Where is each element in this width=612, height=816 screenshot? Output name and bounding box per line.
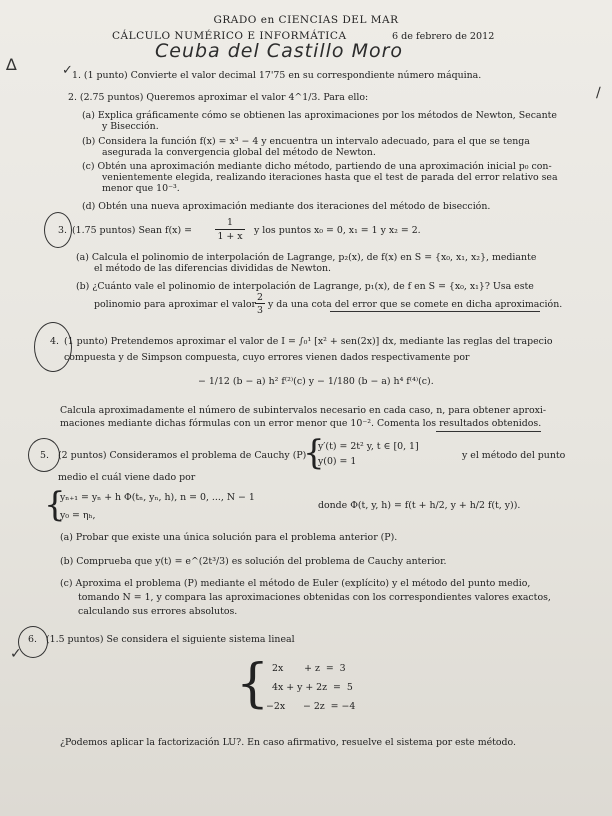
handwritten-underline	[330, 311, 540, 312]
question-5c: (c) Aproxima el problema (P) mediante el método de Euler (explícito) y el método del punto medio,	[60, 578, 531, 589]
question-4-line3: Calcula aproximadamente el número de subintervalos necesario en cada caso, n, para obtener aproxi-	[60, 405, 547, 416]
checkmark-icon: ✓	[62, 63, 73, 78]
exam-date: 6 de febrero de 2012	[392, 31, 495, 42]
question-3-intro-post: y los puntos x₀ = 0, x₁ = 1 y x₂ = 2.	[254, 225, 421, 236]
question-6-intro: (1.5 puntos) Se considera el siguiente sistema lineal	[46, 634, 295, 645]
question-6-number: 6.	[28, 634, 37, 645]
brace-symbol: {	[44, 485, 66, 525]
checkmark-icon: ✓	[10, 646, 22, 662]
system-equation-3: −2x − 2z = −4	[266, 701, 356, 712]
question-5-line1-post: y el método del punto	[462, 450, 566, 461]
question-2b: (b) Considera la función f(x) = x³ − 4 y encuentra un intervalo adecuado, para el que se tenga	[82, 136, 530, 147]
question-3b-cont-pre: polinomio para aproximar el valor	[94, 299, 256, 310]
question-1: 1. (1 punto) Convierte el valor decimal 17'75 en su correspondiente número máquina.	[72, 70, 482, 81]
cauchy-equation: y′(t) = 2t² y, t ∈ [0, 1]	[318, 441, 419, 452]
fraction-numerator: 2	[257, 292, 263, 303]
question-3b: (b) ¿Cuánto vale el polinomio de interpolación de Lagrange, p₁(x), de f en S = {x₀, x₁}? Usa este	[76, 281, 534, 292]
question-2c-cont: venientemente elegida, realizando iteraciones hasta que el test de parada del error relativo sea	[102, 172, 558, 183]
subject-title: CÁLCULO NUMÉRICO E INFORMÁTICA	[112, 30, 347, 42]
handwritten-name: Ceuba del Castillo Moro	[155, 40, 404, 62]
question-3a: (a) Calcula el polinomio de interpolación de Lagrange, p₂(x), de f(x) en S = {x₀, x₁, x₂}, mediante	[76, 252, 537, 263]
question-2c-cont2: menor que 10⁻³.	[102, 183, 180, 194]
fraction-bar	[215, 229, 245, 230]
question-4-line2: compuesta y de Simpson compuesta, cuyo errores vienen dados respectivamente por	[64, 352, 470, 363]
question-5b: (b) Comprueba que y(t) = e^(2t³/3) es solución del problema de Cauchy anterior.	[60, 556, 447, 567]
question-4-number: 4.	[50, 336, 59, 347]
question-5-line2: medio el cuál viene dado por	[58, 472, 196, 483]
question-3-number: 3.	[58, 225, 67, 236]
margin-mark-icon: ∕	[596, 85, 601, 101]
phi-definition: donde Φ(t, y, h) = f(t + h/2, y + h/2 f(t, y)).	[318, 500, 521, 511]
brace-symbol: {	[303, 433, 325, 473]
fraction-denominator: 1 + x	[217, 231, 243, 242]
question-5c-cont2: calculando sus errores absolutos.	[78, 606, 238, 617]
degree-title: GRADO en CIENCIAS DEL MAR	[213, 14, 399, 26]
brace-symbol: {	[236, 654, 270, 714]
margin-mark-icon: ∆	[6, 55, 17, 74]
question-3a-cont: el método de las diferencias divididas de Newton.	[94, 263, 332, 274]
question-2c: (c) Obtén una aproximación mediante dicho método, partiendo de una aproximación inicial p₀ con-	[82, 161, 552, 172]
question-2d: (d) Obtén una nueva aproximación mediante dos iteraciones del método de bisección.	[82, 201, 491, 212]
question-3-intro-pre: (1.75 puntos) Sean f(x) =	[72, 225, 192, 236]
question-5a: (a) Probar que existe una única solución para el problema anterior (P).	[60, 532, 398, 543]
question-4-formula: − 1/12 (b − a) h² f⁽²⁾(c) y − 1/180 (b − a) h⁴ f⁽⁴⁾(c).	[198, 376, 434, 387]
fraction-bar	[255, 303, 265, 304]
fraction-denominator: 3	[257, 305, 263, 316]
question-2a-cont: y Bisección.	[102, 121, 159, 132]
system-equation-1: 2x + z = 3	[272, 663, 346, 674]
handwritten-underline	[436, 431, 541, 432]
question-5-number: 5.	[40, 450, 49, 461]
question-5-line1: (2 puntos) Consideramos el problema de Cauchy (P)	[58, 450, 307, 461]
question-6-question: ¿Podemos aplicar la factorización LU?. En caso afirmativo, resuelve el sistema por este método.	[60, 737, 517, 748]
question-5c-cont: tomando N = 1, y compara las aproximaciones obtenidas con los correspondientes valores exactos,	[78, 592, 551, 603]
question-4-line1: (1 punto) Pretendemos aproximar el valor de I = ∫₀¹ [x² + sen(2x)] dx, mediante las reglas del trapecio	[64, 336, 553, 347]
question-3b-cont-post: y da una cota del error que se comete en dicha aproximación.	[268, 299, 563, 310]
cauchy-initial-condition: y(0) = 1	[318, 456, 357, 467]
question-4-line4: maciones mediante dichas fórmulas con un error menor que 10⁻². Comenta los resultados obtenidos.	[60, 418, 542, 429]
midpoint-method-init: y₀ = ηₕ,	[60, 510, 96, 521]
question-2a: (a) Explica gráficamente cómo se obtienen las aproximaciones por los métodos de Newton, Secante	[82, 110, 557, 121]
question-2-intro: 2. (2.75 puntos) Queremos aproximar el valor 4^1/3. Para ello:	[68, 92, 369, 103]
system-equation-2: 4x + y + 2z = 5	[272, 682, 353, 693]
fraction-numerator: 1	[227, 217, 233, 228]
midpoint-method-eq: yₙ₊₁ = yₙ + h Φ(tₙ, yₙ, h), n = 0, ..., N − 1	[60, 492, 255, 503]
question-2b-cont: asegurada la convergencia global del método de Newton.	[102, 147, 376, 158]
